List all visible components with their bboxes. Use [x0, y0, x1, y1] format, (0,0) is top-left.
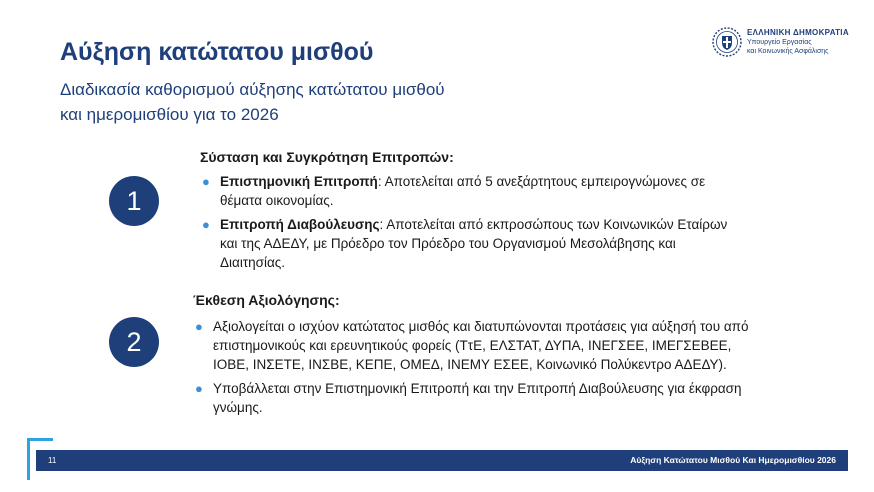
item-text: Αξιολογείται ο ισχύον κατώτατος μισθός και διατυπώνονται προτάσεις για αύξησή του από επιστημονικούς και ερευνητικούς φορείς (ΤτΕ, ΕΛΣΤΑΤ, ΔΥΠΑ, ΙΝΕΓΣΕΕ, ΙΜΕΓΣΕΒΕΕ, ΙΟΒΕ, ΙΝΣΕΤΕ, ΙΝΣΒΕ, ΚΕΠΕ, ΟΜΕΔ, ΙΝΕΜΥ ΕΣΕΕ, Κοινωνικό Πολύκεντρο ΑΔΕΔΥ).	[213, 319, 749, 372]
section-2-list	[193, 317, 753, 422]
section-number-badge-1: 1	[109, 176, 159, 226]
greek-emblem-icon	[711, 26, 743, 58]
section-1-list	[200, 172, 740, 277]
item-text: Υποβάλλεται στην Επιστημονική Επιτροπή και την Επιτροπή Διαβούλευσης για έκφραση γνώμης.	[213, 381, 742, 415]
list-item	[193, 317, 753, 374]
subtitle-line-1: Διαδικασία καθορισμού αύξησης κατώτατου μισθού	[60, 80, 445, 99]
logo-line-2: Υπουργείο Εργασίας	[747, 39, 812, 46]
bullet-dot-icon: ●	[202, 217, 210, 232]
footer-title: Αύξηση Κατώτατου Μισθού Και Ημερομισθίου 2026	[630, 455, 836, 465]
item-text: : Αποτελείται από εκπροσώπους των Κοινωνικών Εταίρων και της ΑΔΕΔΥ, με Πρόεδρο τον Πρόεδρο του Οργανισμού Μεσολάβησης και Διαιτησίας.	[220, 217, 728, 270]
section-heading-2: Έκθεση Αξιολόγησης:	[193, 292, 340, 308]
item-bold-label: Επιτροπή Διαβούλευσης	[220, 217, 380, 232]
logo-line-1: ΕΛΛΗΝΙΚΗ ΔΗΜΟΚΡΑΤΙΑ	[747, 28, 849, 37]
bullet-dot-icon: ●	[195, 381, 203, 396]
list-item	[200, 172, 740, 210]
page-number: 11	[48, 456, 57, 465]
logo-line-3: και Κοινωνικής Ασφάλισης	[747, 48, 829, 55]
section-number-badge-2: 2	[109, 317, 159, 367]
subtitle-line-2: και ημερομισθίου για το 2026	[60, 105, 279, 124]
ministry-logo	[711, 26, 861, 58]
bullet-dot-icon: ●	[202, 174, 210, 189]
footer-bar	[36, 450, 848, 471]
list-item	[200, 215, 740, 272]
section-heading-1: Σύσταση και Συγκρότηση Επιτροπών:	[200, 149, 454, 165]
bullet-dot-icon: ●	[195, 319, 203, 334]
list-item	[193, 379, 753, 417]
page-subtitle	[60, 77, 445, 127]
item-text: : Αποτελείται από 5 ανεξάρτητους εμπειρογνώμονες σε θέματα οικονομίας.	[220, 174, 706, 208]
logo-text	[747, 27, 849, 56]
page-title: Αύξηση κατώτατου μισθού	[60, 38, 374, 66]
item-bold-label: Επιστημονική Επιτροπή	[220, 174, 378, 189]
